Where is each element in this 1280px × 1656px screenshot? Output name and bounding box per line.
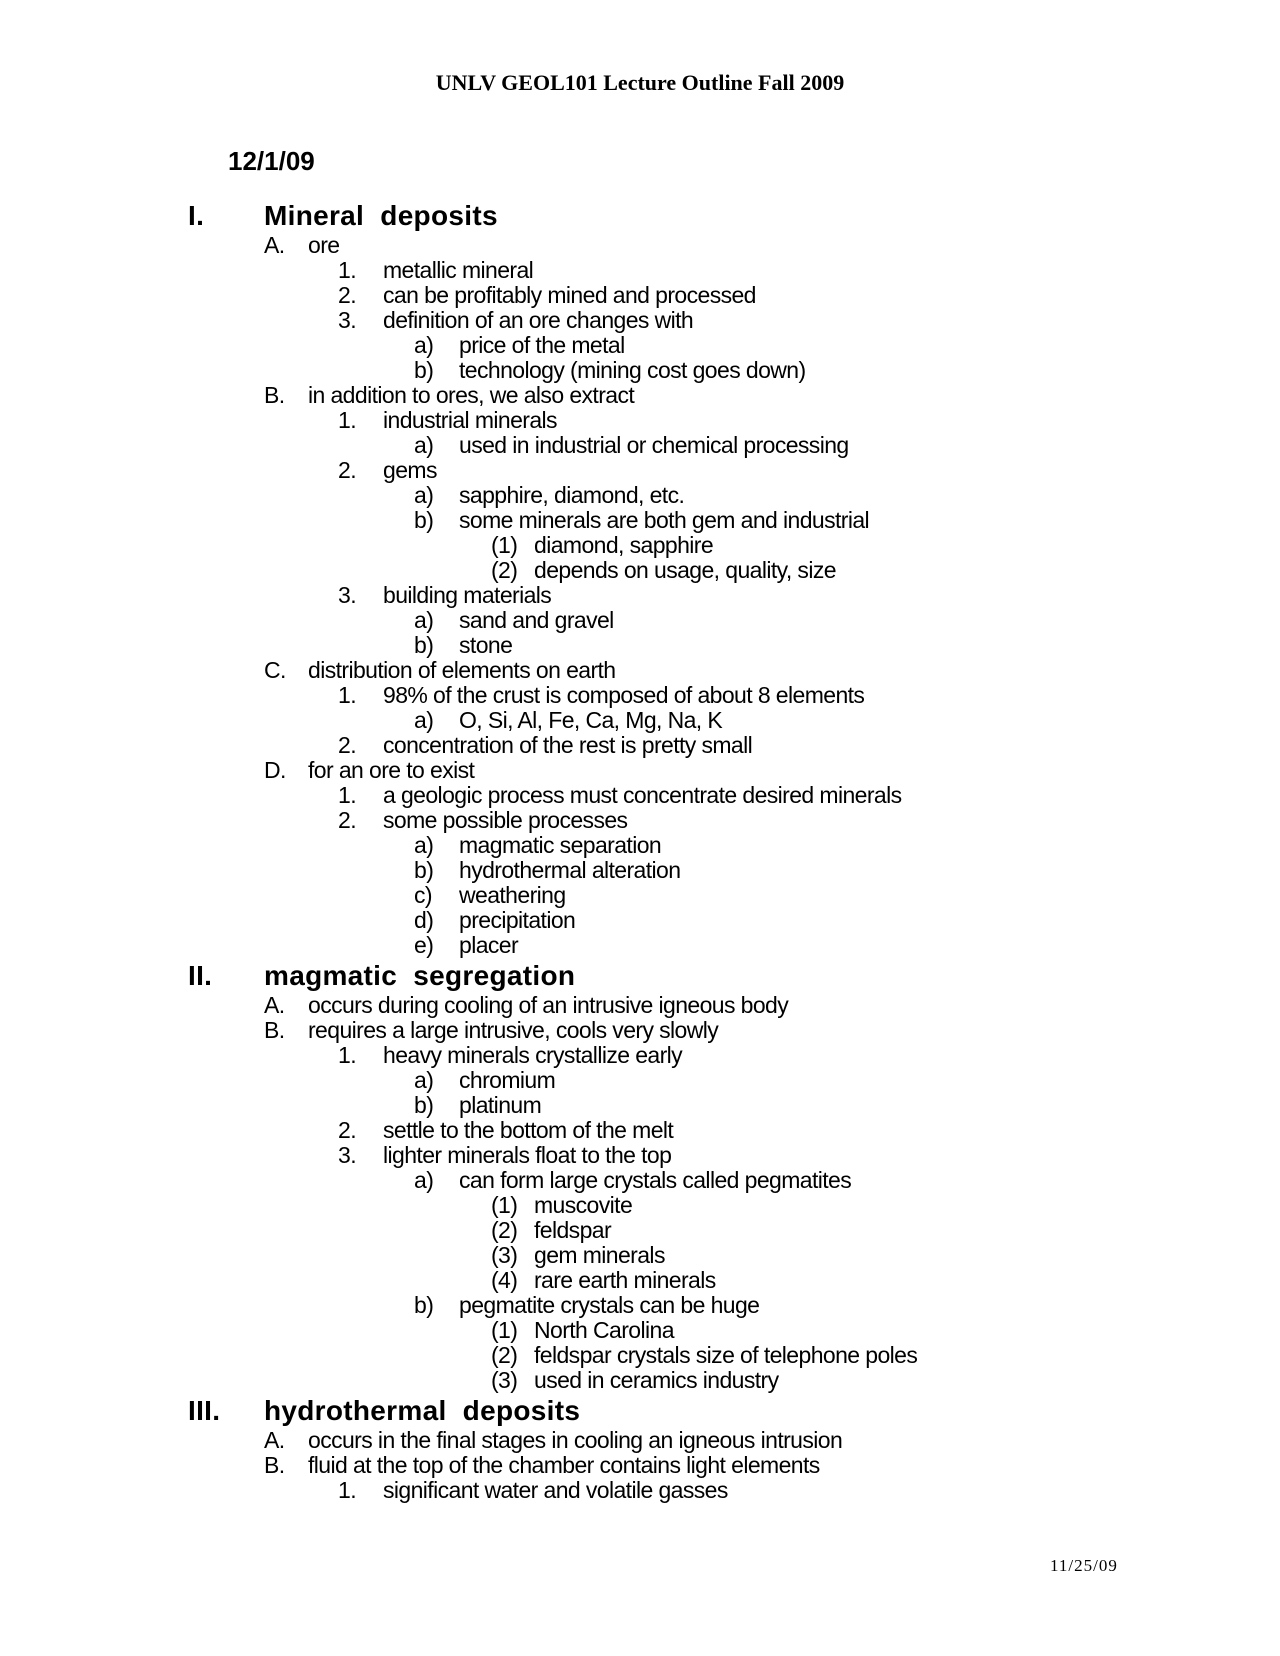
- outline-item: [0, 283, 1280, 308]
- outline-text: lighter minerals float to the top: [383, 1142, 672, 1168]
- outline-item: [0, 483, 1280, 508]
- outline-item: [0, 1428, 1280, 1453]
- footer-page-date: 11/25/09: [1050, 1556, 1118, 1575]
- outline-text: magmatic segregation: [264, 960, 576, 991]
- outline-item: [0, 658, 1280, 683]
- outline-text: muscovite: [534, 1192, 633, 1218]
- outline-item: [0, 558, 1280, 583]
- outline-label: (2): [491, 1342, 518, 1368]
- outline-label: 1.: [338, 1477, 356, 1503]
- outline-text: significant water and volatile gasses: [383, 1477, 728, 1503]
- outline-text: hydrothermal alteration: [459, 857, 681, 883]
- outline-label: a): [414, 607, 434, 633]
- outline-label: 2.: [338, 282, 356, 308]
- outline-label: I.: [188, 200, 205, 231]
- outline-text: gems: [383, 457, 437, 483]
- outline-label: 1.: [338, 257, 356, 283]
- outline-text: industrial minerals: [383, 407, 557, 433]
- outline-text: price of the metal: [459, 332, 625, 358]
- outline-label: 3.: [338, 1142, 356, 1168]
- outline-item: [0, 1453, 1280, 1478]
- outline-text: chromium: [459, 1067, 556, 1093]
- outline-item: [0, 1268, 1280, 1293]
- outline-item: [0, 733, 1280, 758]
- outline-text: platinum: [459, 1092, 542, 1118]
- outline-text: weathering: [459, 882, 566, 908]
- outline-label: (2): [491, 1217, 518, 1243]
- outline-text: requires a large intrusive, cools very slowly: [308, 1017, 719, 1043]
- outline-item: [0, 1193, 1280, 1218]
- outline-label: A.: [264, 1427, 285, 1453]
- outline-item: [0, 583, 1280, 608]
- outline-label: a): [414, 1167, 434, 1193]
- outline-text: feldspar: [534, 1217, 612, 1243]
- outline-item: [0, 883, 1280, 908]
- outline-label: III.: [188, 1395, 221, 1426]
- outline-text: North Carolina: [534, 1317, 674, 1343]
- outline-item: [0, 993, 1280, 1018]
- outline-item: [0, 1478, 1280, 1503]
- outline-text: some possible processes: [383, 807, 628, 833]
- outline-label: B.: [264, 1452, 285, 1478]
- outline-item: [0, 683, 1280, 708]
- outline-text: magmatic separation: [459, 832, 662, 858]
- outline-text: diamond, sapphire: [534, 532, 714, 558]
- outline-label: (4): [491, 1267, 518, 1293]
- outline-item: [0, 1068, 1280, 1093]
- outline-text: sapphire, diamond, etc.: [459, 482, 685, 508]
- outline-item: [0, 358, 1280, 383]
- outline-label: B.: [264, 382, 285, 408]
- outline-item: [0, 1018, 1280, 1043]
- outline-text: can form large crystals called pegmatites: [459, 1167, 852, 1193]
- outline-item: [0, 1118, 1280, 1143]
- section-heading: [0, 1393, 1280, 1428]
- outline-item: [0, 1343, 1280, 1368]
- outline-item: [0, 333, 1280, 358]
- outline-item: [0, 533, 1280, 558]
- outline-label: (1): [491, 532, 518, 558]
- outline-text: stone: [459, 632, 513, 658]
- document-header-title: UNLV GEOL101 Lecture Outline Fall 2009: [435, 70, 845, 95]
- lecture-outline: [0, 198, 1280, 1503]
- outline-text: settle to the bottom of the melt: [383, 1117, 674, 1143]
- section-heading: [0, 958, 1280, 993]
- outline-text: for an ore to exist: [308, 757, 475, 783]
- outline-text: feldspar crystals size of telephone poles: [534, 1342, 918, 1368]
- outline-item: [0, 1293, 1280, 1318]
- outline-text: depends on usage, quality, size: [534, 557, 836, 583]
- outline-label: D.: [264, 757, 286, 783]
- outline-text: pegmatite crystals can be huge: [459, 1292, 760, 1318]
- outline-text: sand and gravel: [459, 607, 614, 633]
- lecture-date: 12/1/09: [228, 146, 315, 176]
- outline-text: some minerals are both gem and industrial: [459, 507, 870, 533]
- outline-item: [0, 1318, 1280, 1343]
- outline-text: a geologic process must concentrate desired minerals: [383, 782, 902, 808]
- outline-text: concentration of the rest is pretty small: [383, 732, 753, 758]
- outline-label: II.: [188, 960, 213, 991]
- outline-label: 2.: [338, 807, 356, 833]
- outline-label: 1.: [338, 682, 356, 708]
- outline-label: C.: [264, 657, 286, 683]
- outline-label: 1.: [338, 782, 356, 808]
- outline-label: a): [414, 707, 434, 733]
- outline-label: 1.: [338, 1042, 356, 1068]
- outline-label: (3): [491, 1367, 518, 1393]
- outline-item: [0, 1368, 1280, 1393]
- outline-label: b): [414, 1292, 434, 1318]
- outline-label: (1): [491, 1317, 518, 1343]
- outline-item: [0, 1243, 1280, 1268]
- outline-label: 1.: [338, 407, 356, 433]
- outline-item: [0, 308, 1280, 333]
- outline-label: a): [414, 332, 434, 358]
- outline-text: 98% of the crust is composed of about 8 elements: [383, 682, 865, 708]
- outline-item: [0, 433, 1280, 458]
- outline-label: b): [414, 632, 434, 658]
- outline-label: (3): [491, 1242, 518, 1268]
- outline-text: O, Si, Al, Fe, Ca, Mg, Na, K: [459, 707, 723, 733]
- outline-text: hydrothermal deposits: [264, 1395, 581, 1426]
- outline-item: [0, 783, 1280, 808]
- outline-label: e): [414, 932, 434, 958]
- outline-item: [0, 408, 1280, 433]
- outline-text: ore: [308, 232, 340, 258]
- outline-item: [0, 1168, 1280, 1193]
- outline-item: [0, 758, 1280, 783]
- outline-item: [0, 233, 1280, 258]
- outline-text: occurs during cooling of an intrusive igneous body: [308, 992, 789, 1018]
- outline-text: in addition to ores, we also extract: [308, 382, 635, 408]
- outline-text: definition of an ore changes with: [383, 307, 694, 333]
- outline-label: B.: [264, 1017, 285, 1043]
- outline-item: [0, 708, 1280, 733]
- outline-item: [0, 608, 1280, 633]
- outline-item: [0, 458, 1280, 483]
- outline-text: can be profitably mined and processed: [383, 282, 756, 308]
- outline-text: occurs in the final stages in cooling an igneous intrusion: [308, 1427, 843, 1453]
- outline-item: [0, 908, 1280, 933]
- outline-label: b): [414, 357, 434, 383]
- outline-item: [0, 1043, 1280, 1068]
- outline-item: [0, 1218, 1280, 1243]
- outline-text: gem minerals: [534, 1242, 665, 1268]
- outline-label: 2.: [338, 732, 356, 758]
- outline-label: 2.: [338, 1117, 356, 1143]
- outline-text: precipitation: [459, 907, 576, 933]
- outline-label: A.: [264, 992, 285, 1018]
- outline-item: [0, 633, 1280, 658]
- outline-text: placer: [459, 932, 519, 958]
- outline-text: distribution of elements on earth: [308, 657, 616, 683]
- outline-text: building materials: [383, 582, 552, 608]
- outline-label: 3.: [338, 307, 356, 333]
- outline-label: A.: [264, 232, 285, 258]
- outline-text: used in industrial or chemical processing: [459, 432, 849, 458]
- outline-label: (1): [491, 1192, 518, 1218]
- outline-label: b): [414, 507, 434, 533]
- outline-label: a): [414, 432, 434, 458]
- outline-item: [0, 258, 1280, 283]
- outline-item: [0, 508, 1280, 533]
- outline-label: 2.: [338, 457, 356, 483]
- outline-text: rare earth minerals: [534, 1267, 716, 1293]
- outline-text: fluid at the top of the chamber contains light elements: [308, 1452, 820, 1478]
- outline-label: b): [414, 1092, 434, 1118]
- outline-item: [0, 383, 1280, 408]
- section-heading: [0, 198, 1280, 233]
- outline-item: [0, 1143, 1280, 1168]
- outline-item: [0, 808, 1280, 833]
- outline-item: [0, 1093, 1280, 1118]
- outline-item: [0, 833, 1280, 858]
- outline-text: technology (mining cost goes down): [459, 357, 806, 383]
- outline-item: [0, 858, 1280, 883]
- outline-label: c): [414, 882, 432, 908]
- outline-item: [0, 933, 1280, 958]
- outline-label: a): [414, 482, 434, 508]
- outline-text: heavy minerals crystallize early: [383, 1042, 683, 1068]
- outline-label: d): [414, 907, 434, 933]
- outline-text: Mineral deposits: [264, 200, 498, 231]
- outline-label: a): [414, 1067, 434, 1093]
- outline-text: used in ceramics industry: [534, 1367, 779, 1393]
- outline-label: (2): [491, 557, 518, 583]
- outline-text: metallic mineral: [383, 257, 534, 283]
- outline-label: 3.: [338, 582, 356, 608]
- outline-label: a): [414, 832, 434, 858]
- outline-label: b): [414, 857, 434, 883]
